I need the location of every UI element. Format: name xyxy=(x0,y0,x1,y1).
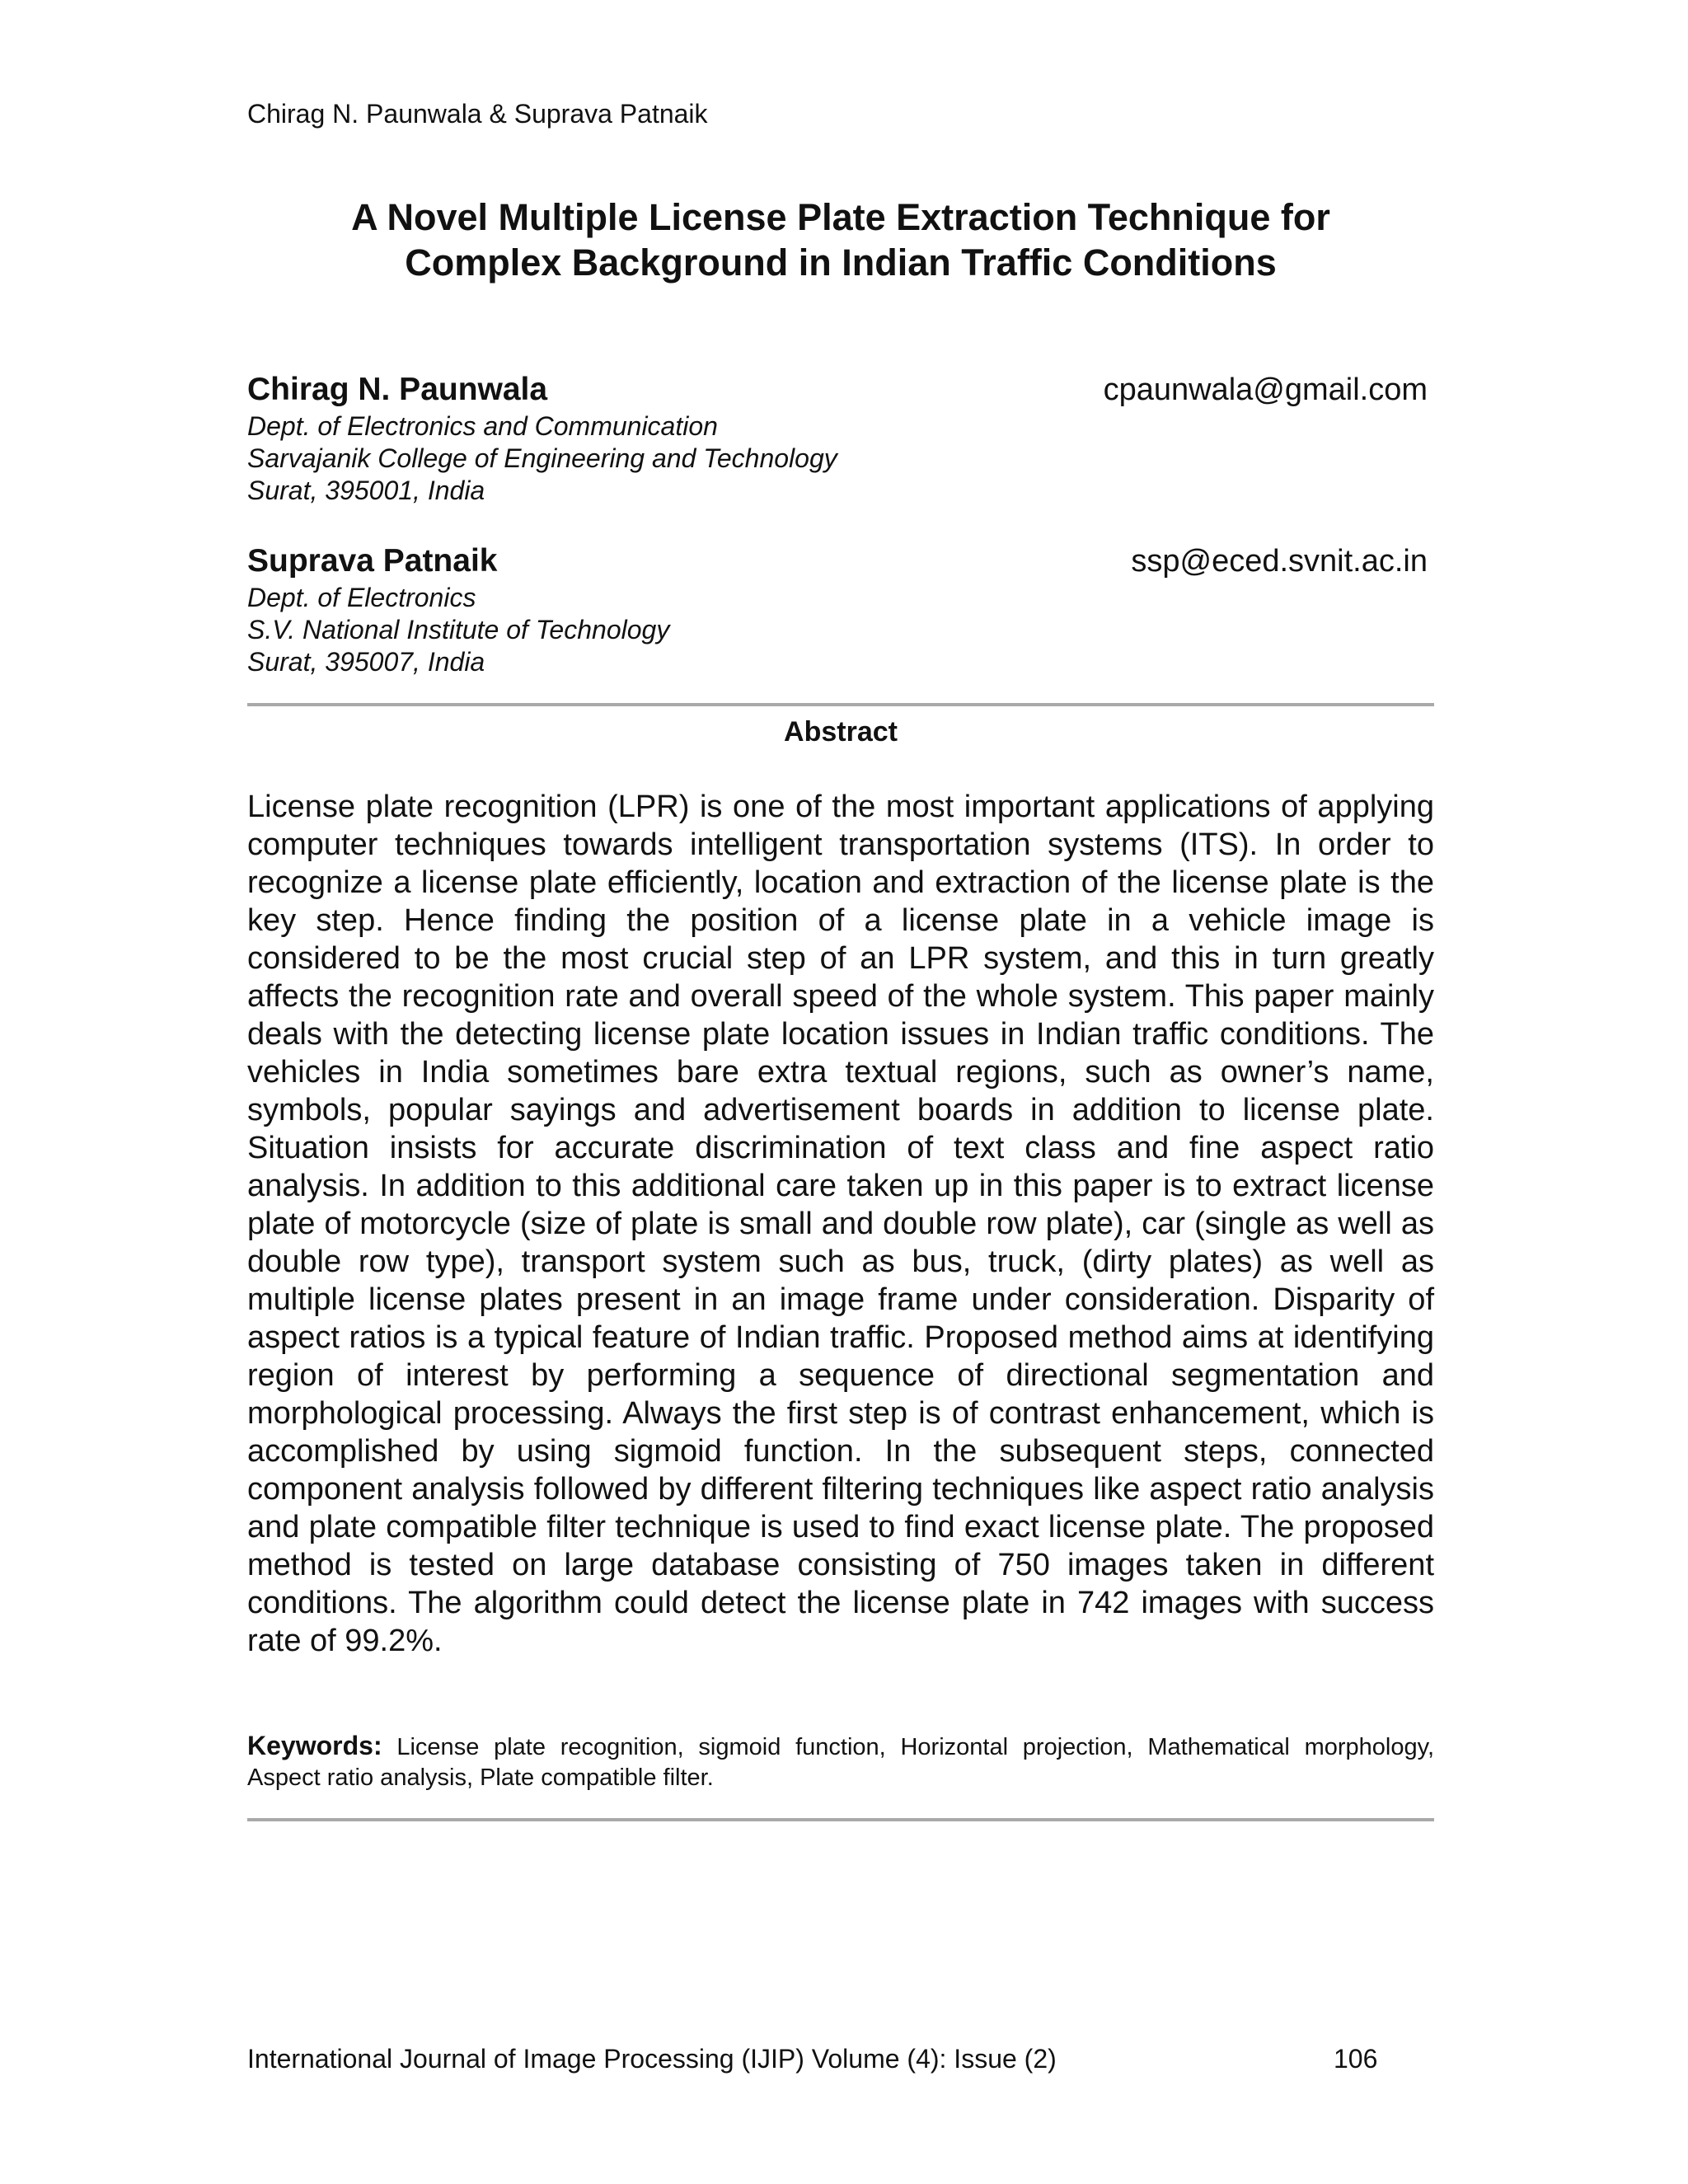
author-name: Suprava Patnaik xyxy=(247,543,498,579)
author-affiliation-line: S.V. National Institute of Technology xyxy=(247,615,670,644)
abstract-body: License plate recognition (LPR) is one of the most important applications of applying computer techniques towards intelligent transportation systems (ITS). In order to recognize a license plate efficiently, location and extraction of the license plate is the key step. Hence finding the position of a license plate in a vehicle image is considered to be the most crucial step of an LPR system, and this in turn greatly affects the recognition rate and overall speed of the whole system. This paper mainly deals with the detecting license plate location issues in Indian traffic conditions. The vehicles in India sometimes bare extra textual regions, such as owner’s name, symbols, popular sayings and advertisement boards in addition to license plate. Situation insists for accurate discrimination of text class and fine aspect ratio analysis. In addition to this additional care taken up in this paper is to extract license plate of motorcycle (size of plate is small and double row plate), car (single as well as double row type), transport system such as bus, truck, (dirty plates) as well as multiple license plates present in an image frame under consideration. Disparity of aspect ratios is a typical feature of Indian traffic. Proposed method aims at identifying region of interest by performing a sequence of directional segmentation and morphological processing. Always the first step is of contrast enhancement, which is accomplished by using sigmoid function. In the subsequent steps, connected component analysis followed by different filtering techniques like aspect ratio analysis and plate compatible filter technique is used to find exact license plate. The proposed method is tested on large database consisting of 750 images taken in different conditions. The algorithm could detect the license plate in 742 images with success rate of 99.2%. xyxy=(247,790,1434,1658)
paper-title-line-2: Complex Background in Indian Traffic Conditions xyxy=(405,241,1277,284)
paper-title-line-1: A Novel Multiple License Plate Extraction Technique for xyxy=(351,196,1330,238)
keywords-label: Keywords: xyxy=(247,1731,382,1760)
author-affiliation-line: Sarvajanik College of Engineering and Technology xyxy=(247,443,837,473)
author-email[interactable]: ssp@eced.svnit.ac.in xyxy=(1131,544,1428,579)
author-name: Chirag N. Paunwala xyxy=(247,372,548,407)
divider-top xyxy=(247,703,1434,706)
divider-bottom xyxy=(247,1818,1434,1821)
running-head: Chirag N. Paunwala & Suprava Patnaik xyxy=(247,99,708,129)
keywords-text: License plate recognition, sigmoid function, Horizontal projection, Mathematical morphology, Aspect ratio analysis, Plate compatible filter. xyxy=(247,1734,1434,1791)
author-block-1 xyxy=(247,369,1434,507)
footer-journal: International Journal of Image Processing (IJIP) Volume (4): Issue (2) xyxy=(247,2044,1057,2074)
author-affiliation-line: Dept. of Electronics xyxy=(247,583,476,612)
abstract-heading: Abstract xyxy=(784,716,898,748)
author-email[interactable]: cpaunwala@gmail.com xyxy=(1103,373,1428,407)
page-number: 106 xyxy=(1334,2044,1378,2074)
keywords xyxy=(247,1731,1434,1793)
paper-title xyxy=(247,194,1434,285)
author-affiliation-line: Surat, 395001, India xyxy=(247,476,485,505)
author-affiliation-line: Dept. of Electronics and Communication xyxy=(247,411,718,441)
author-affiliation-line: Surat, 395007, India xyxy=(247,647,485,677)
author-block-2 xyxy=(247,541,1434,678)
